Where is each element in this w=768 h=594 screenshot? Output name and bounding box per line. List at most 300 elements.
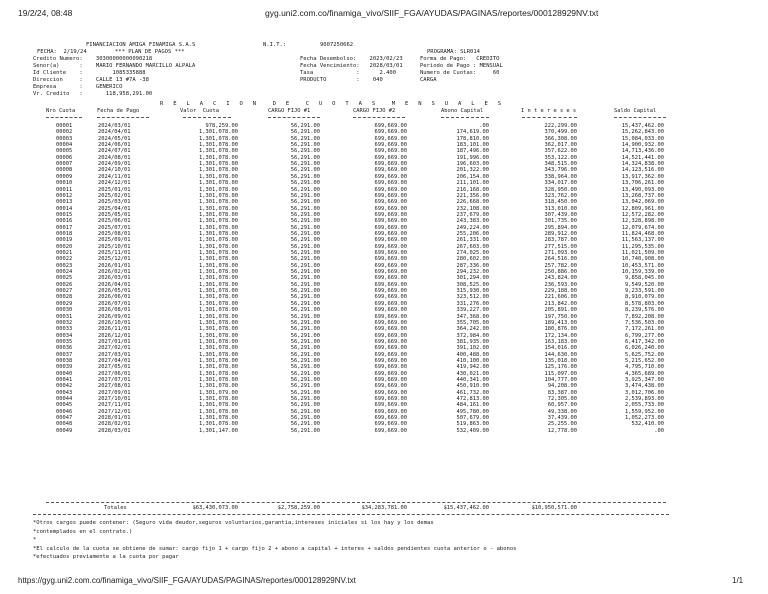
cell-saldo-capital: 10,453,571.00 — [621, 262, 664, 269]
cell-intereses: 307,439.00 — [544, 211, 577, 218]
cell-abono-capital: 519,863.00 — [456, 421, 489, 428]
cell-saldo-capital: 14,713,436.00 — [621, 148, 664, 155]
cell-valor-cuota: 1,301,078.00 — [199, 142, 238, 149]
cell-cargo-fijo-1: 56,291.00 — [290, 148, 320, 155]
cell-valor-cuota: 1,301,078.00 — [199, 167, 238, 174]
cell-valor-cuota: 1,301,078.00 — [199, 262, 238, 269]
cell-cargo-fijo-1: 56,291.00 — [290, 218, 320, 225]
cell-cargo-fijo-1: 56,291.00 — [290, 307, 320, 314]
cell-saldo-capital: 12,079,674.00 — [621, 224, 664, 231]
cell-nro-cuota: 00005 — [56, 148, 73, 155]
header-underline — [97, 117, 149, 118]
cell-nro-cuota: 00006 — [56, 154, 73, 161]
cell-fecha-pago: 2027/11/01 — [98, 402, 131, 409]
cell-nro-cuota: 00017 — [56, 224, 73, 231]
cell-nro-cuota: 00026 — [56, 281, 73, 288]
cell-intereses: 197,750.00 — [544, 313, 577, 320]
cell-cargo-fijo-1: 56,291.00 — [290, 288, 320, 295]
cell-saldo-capital: 8,239,576.00 — [625, 307, 664, 314]
cell-abono-capital: 237,679.00 — [456, 211, 489, 218]
cell-nro-cuota: 00023 — [56, 262, 73, 269]
cell-intereses: 271,093.00 — [544, 250, 577, 256]
cell-intereses: 313,010.00 — [544, 205, 577, 212]
cell-abono-capital: 280,602.00 — [456, 256, 489, 263]
plan-title: *** PLAN DE PAGOS *** — [115, 49, 185, 55]
cell-valor-cuota: 1,301,078.00 — [199, 243, 238, 250]
cell-intereses: 83,387.00 — [547, 389, 577, 396]
cell-cargo-fijo-2: 699,669.00 — [374, 123, 407, 129]
cell-saldo-capital: 5,215,652.00 — [625, 357, 664, 364]
cell-abono-capital: 419,942.00 — [456, 364, 489, 371]
cell-saldo-capital: 4,365,689.00 — [625, 370, 664, 377]
cell-nro-cuota: 00018 — [56, 230, 73, 237]
info-line: Vr. Credito : 118,958,291.00 — [33, 91, 153, 97]
cell-nro-cuota: 00032 — [56, 319, 73, 326]
cell-cargo-fijo-2: 699,669.00 — [374, 370, 407, 377]
cell-cargo-fijo-2: 699,669.00 — [374, 262, 407, 269]
cell-fecha-pago: 2026/07/01 — [98, 300, 131, 307]
cell-abono-capital: 372,984.00 — [456, 332, 489, 339]
cell-nro-cuota: 00009 — [56, 173, 73, 180]
cell-cargo-fijo-1: 56,291.00 — [290, 396, 320, 403]
cell-abono-capital: 196,603.00 — [456, 161, 489, 168]
cell-cargo-fijo-2: 699,669.00 — [374, 300, 407, 307]
cell-cargo-fijo-1: 56,291.00 — [290, 427, 320, 434]
cell-cargo-fijo-2: 699,669.00 — [374, 167, 407, 174]
cell-saldo-capital: 14,123,516.00 — [621, 167, 664, 174]
cell-cargo-fijo-2: 699,669.00 — [374, 408, 407, 415]
column-header: CARGO FIJO #2 — [353, 108, 396, 114]
cell-fecha-pago: 2027/10/01 — [98, 396, 131, 403]
cell-cargo-fijo-2: 699,669.00 — [374, 154, 407, 161]
cell-fecha-pago: 2025/05/01 — [98, 211, 131, 218]
cell-valor-cuota: 1,301,078.00 — [199, 351, 238, 358]
column-header: Nro Cuota — [46, 108, 76, 114]
cell-saldo-capital: 3,474,438.00 — [625, 383, 664, 390]
cell-fecha-pago: 2027/02/01 — [98, 345, 131, 352]
cell-intereses: 125,176.00 — [544, 364, 577, 371]
cell-cargo-fijo-2: 699,669.00 — [374, 326, 407, 333]
info-line: Numero de Cuotas: 60 — [420, 70, 500, 76]
cell-cargo-fijo-1: 56,291.00 — [290, 250, 320, 256]
cell-cargo-fijo-2: 699,669.00 — [374, 307, 407, 314]
cell-valor-cuota: 1,301,079.00 — [199, 389, 238, 396]
cell-intereses: 289,912.00 — [544, 230, 577, 237]
cell-cargo-fijo-2: 699,669.00 — [374, 243, 407, 250]
cell-abono-capital: 206,154.00 — [456, 173, 489, 180]
cell-intereses: 94,208.00 — [547, 383, 577, 390]
cell-nro-cuota: 00027 — [56, 288, 73, 295]
cell-valor-cuota: 1,301,078.00 — [199, 161, 238, 168]
cell-fecha-pago: 2026/02/01 — [98, 269, 131, 276]
cell-abono-capital: .00 — [479, 123, 489, 129]
cell-cargo-fijo-2: 699,669.00 — [374, 383, 407, 390]
cell-valor-cuota: 1,301,078.00 — [199, 294, 238, 301]
cell-saldo-capital: 12,328,898.00 — [621, 218, 664, 225]
cell-fecha-pago: 2025/07/01 — [98, 224, 131, 231]
cell-intereses: 318,450.00 — [544, 199, 577, 206]
cell-nro-cuota: 00031 — [56, 313, 73, 320]
cell-fecha-pago: 2027/08/01 — [98, 383, 131, 390]
cell-cargo-fijo-2: 699,669.00 — [374, 237, 407, 244]
cell-saldo-capital: 13,268,737.00 — [621, 192, 664, 199]
cell-nro-cuota: 00020 — [56, 243, 73, 250]
cell-saldo-capital: 11,021,509.00 — [621, 250, 664, 256]
cell-abono-capital: 484,161.00 — [456, 402, 489, 409]
cell-nro-cuota: 00022 — [56, 256, 73, 263]
cell-cargo-fijo-1: 56,291.00 — [290, 275, 320, 282]
cell-saldo-capital: 6,799,277.00 — [625, 332, 664, 339]
cell-intereses: 334,017.00 — [544, 180, 577, 187]
cell-nro-cuota: 00024 — [56, 269, 73, 276]
cell-cargo-fijo-1: 56,291.00 — [290, 389, 320, 396]
cell-cargo-fijo-1: 56,291.00 — [290, 230, 320, 237]
cell-fecha-pago: 2025/08/01 — [98, 230, 131, 237]
cell-nro-cuota: 00043 — [56, 389, 73, 396]
cell-abono-capital: 430,021.00 — [456, 370, 489, 377]
cell-fecha-pago: 2026/12/01 — [98, 332, 131, 339]
cell-cargo-fijo-2: 699,669.00 — [374, 192, 407, 199]
cell-intereses: 343,796.00 — [544, 167, 577, 174]
cell-valor-cuota: 1,301,078.00 — [199, 154, 238, 161]
cell-cargo-fijo-2: 699,669.00 — [374, 269, 407, 276]
cell-intereses: 229,188.00 — [544, 288, 577, 295]
cell-abono-capital: 315,930.00 — [456, 288, 489, 295]
cell-cargo-fijo-2: 699,669.00 — [374, 180, 407, 187]
cell-valor-cuota: 1,301,078.00 — [199, 230, 238, 237]
cell-intereses: 180,876.00 — [544, 326, 577, 333]
cell-cargo-fijo-2: 699,669.00 — [374, 224, 407, 231]
cell-nro-cuota: 00013 — [56, 199, 73, 206]
cell-intereses: 154,016.00 — [544, 345, 577, 352]
cell-cargo-fijo-1: 56,291.00 — [290, 237, 320, 244]
cell-intereses: 236,593.00 — [544, 281, 577, 288]
cell-valor-cuota: 1,301,078.00 — [199, 199, 238, 206]
cell-intereses: 301,735.00 — [544, 218, 577, 225]
cell-fecha-pago: 2026/11/01 — [98, 326, 131, 333]
cell-intereses: 243,824.00 — [544, 275, 577, 282]
column-header: Abono Capital — [441, 108, 484, 114]
cell-valor-cuota: 1,301,078.00 — [199, 370, 238, 377]
cell-cargo-fijo-1: 56,291.00 — [290, 135, 320, 142]
cell-valor-cuota: 1,301,078.00 — [199, 307, 238, 314]
info-line: Fecha Vencimiento: 2028/03/01 — [300, 63, 403, 69]
cell-nro-cuota: 00010 — [56, 180, 73, 187]
column-header: Saldo Capital — [614, 108, 657, 114]
cell-intereses: 221,606.00 — [544, 294, 577, 301]
cell-nro-cuota: 00047 — [56, 415, 73, 422]
cell-fecha-pago: 2024/11/01 — [98, 173, 131, 180]
cell-nro-cuota: 00045 — [56, 402, 73, 409]
cell-abono-capital: 274,025.00 — [456, 250, 489, 256]
cell-intereses: 115,097.00 — [544, 370, 577, 377]
cell-saldo-capital: 8,910,079.00 — [625, 294, 664, 301]
cell-nro-cuota: 00036 — [56, 345, 73, 352]
cell-abono-capital: 226,668.00 — [456, 199, 489, 206]
cell-fecha-pago: 2026/01/01 — [98, 262, 131, 269]
cell-abono-capital: 507,679.00 — [456, 415, 489, 422]
cell-abono-capital: 232,108.00 — [456, 205, 489, 212]
print-page-count: 1/1 — [732, 576, 744, 585]
cell-cargo-fijo-1: 56,291.00 — [290, 421, 320, 428]
cell-saldo-capital: 7,892,208.00 — [625, 313, 664, 320]
cell-nro-cuota: 00038 — [56, 357, 73, 364]
cell-saldo-capital: 14,324,838.00 — [621, 161, 664, 168]
cell-cargo-fijo-1: 56,291.00 — [290, 377, 320, 383]
cell-valor-cuota: 1,301,078.00 — [199, 332, 238, 339]
table-row — [0, 428, 768, 434]
cell-saldo-capital: 9,549,520.00 — [625, 281, 664, 288]
cell-cargo-fijo-1: 56,291.00 — [290, 345, 320, 352]
credit-terms — [300, 56, 403, 84]
print-footer-url: https://gyg.uni2.com.co/finamiga_vivo/SIIF_FGA/AYUDAS/PAGINAS/reportes/000128929NV.txt — [18, 576, 356, 585]
cell-fecha-pago: 2026/10/01 — [98, 319, 131, 326]
cell-intereses: 323,762.00 — [544, 192, 577, 199]
cell-saldo-capital: 13,706,261.00 — [621, 180, 664, 187]
program-code: PROGRAMA: SLR014 — [427, 49, 480, 55]
cell-intereses: 328,950.00 — [544, 186, 577, 193]
cell-cargo-fijo-2: 699,669.00 — [374, 288, 407, 295]
cell-nro-cuota: 00029 — [56, 300, 73, 307]
totals-label: Totales — [104, 505, 127, 511]
cell-intereses: 357,622.00 — [544, 148, 577, 155]
cell-fecha-pago: 2027/09/01 — [98, 389, 131, 396]
cell-fecha-pago: 2025/12/01 — [98, 256, 131, 263]
cell-cargo-fijo-2: 699,669.00 — [374, 281, 407, 288]
cell-nro-cuota: 00004 — [56, 142, 73, 149]
cell-valor-cuota: 1,301,078.00 — [199, 313, 238, 320]
report-date: FECHA: 2/19/24 — [37, 49, 87, 55]
cell-cargo-fijo-1: 56,291.00 — [290, 338, 320, 345]
cell-fecha-pago: 2026/03/01 — [98, 275, 131, 282]
cell-cargo-fijo-2: 699,669.00 — [374, 205, 407, 212]
cell-fecha-pago: 2028/01/01 — [98, 415, 131, 422]
total-cargo-fijo-2: $34,283,781.00 — [361, 505, 407, 511]
cell-intereses: 25,255.00 — [547, 421, 577, 428]
header-underline — [522, 117, 577, 118]
cell-fecha-pago: 2025/03/01 — [98, 199, 131, 206]
info-line: Forma de Pago: CREDITO — [420, 56, 500, 62]
cell-abono-capital: 243,383.00 — [456, 218, 489, 225]
column-header: Fecha de Pago — [97, 108, 140, 114]
cell-valor-cuota: 1,301,078.00 — [199, 300, 238, 307]
header-underline — [46, 117, 82, 118]
cell-fecha-pago: 2025/09/01 — [98, 237, 131, 244]
info-line: Credito Numero: 30300000000090218 — [33, 56, 153, 62]
cell-valor-cuota: 1,301,078.00 — [199, 338, 238, 345]
cell-saldo-capital: 3,012,706.00 — [625, 389, 664, 396]
cell-fecha-pago: 2024/07/01 — [98, 148, 131, 155]
cell-fecha-pago: 2028/03/01 — [98, 427, 131, 434]
cell-intereses: 295,894.00 — [544, 224, 577, 231]
cell-nro-cuota: 00046 — [56, 408, 73, 415]
print-datetime: 19/2/24, 08:48 — [18, 8, 73, 18]
company-name: FINANCIACION AMIGA FINAMIGA S.A.S — [86, 42, 196, 48]
cell-cargo-fijo-2: 699,669.00 — [374, 364, 407, 371]
cell-cargo-fijo-1: 56,291.00 — [290, 262, 320, 269]
cell-cargo-fijo-2: 699,669.00 — [374, 218, 407, 225]
cell-valor-cuota: 1,301,078.00 — [199, 415, 238, 422]
cell-cargo-fijo-2: 699,669.00 — [374, 129, 407, 136]
header-underline — [353, 117, 405, 118]
cell-abono-capital: 211,101.00 — [456, 180, 489, 187]
cell-fecha-pago: 2028/02/01 — [98, 421, 131, 428]
cell-nro-cuota: 00037 — [56, 351, 73, 358]
cell-cargo-fijo-2: 699,669.00 — [374, 319, 407, 326]
cell-valor-cuota: 1,301,078.00 — [199, 364, 238, 371]
info-line: Tasa : 2.400 — [300, 70, 397, 76]
cell-abono-capital: 331,276.00 — [456, 300, 489, 307]
cell-intereses: 264,516.00 — [544, 256, 577, 263]
cell-saldo-capital: 15,437,462.00 — [621, 123, 664, 129]
cell-saldo-capital: 7,172,261.00 — [625, 326, 664, 333]
cell-cargo-fijo-1: 56,291.00 — [290, 370, 320, 377]
cell-abono-capital: 267,603.00 — [456, 243, 489, 250]
cell-fecha-pago: 2027/07/01 — [98, 377, 131, 383]
cell-nro-cuota: 00042 — [56, 383, 73, 390]
cell-fecha-pago: 2025/01/01 — [98, 186, 131, 193]
cell-saldo-capital: 6,417,342.00 — [625, 338, 664, 345]
cell-intereses: 353,122.00 — [544, 154, 577, 161]
cell-cargo-fijo-1: 56,291.00 — [290, 142, 320, 149]
info-line: Empresa : GENERICO — [33, 84, 123, 90]
cell-valor-cuota: 1,301,078.00 — [199, 421, 238, 428]
cell-cargo-fijo-1: 56,291.00 — [290, 269, 320, 276]
cell-cargo-fijo-2: 699,669.00 — [374, 161, 407, 168]
cell-nro-cuota: 00048 — [56, 421, 73, 428]
total-cargo-fijo-1: $2,758,259.00 — [277, 505, 320, 511]
cell-cargo-fijo-1: 56,291.00 — [290, 357, 320, 364]
cell-fecha-pago: 2027/06/01 — [98, 370, 131, 377]
cell-valor-cuota: 1,301,078.00 — [199, 224, 238, 231]
cell-saldo-capital: 11,824,468.00 — [621, 230, 664, 237]
cell-nro-cuota: 00015 — [56, 211, 73, 218]
cell-intereses: 163,183.00 — [544, 338, 577, 345]
cell-abono-capital: 249,224.00 — [456, 224, 489, 231]
cell-intereses: 72,305.00 — [547, 396, 577, 403]
cell-abono-capital: 495,780.00 — [456, 408, 489, 415]
cell-saldo-capital: 12,572,282.00 — [621, 211, 664, 218]
cell-cargo-fijo-1: 56,291.00 — [290, 300, 320, 307]
cell-nro-cuota: 00003 — [56, 135, 73, 142]
cell-cargo-fijo-1: 56,291.00 — [290, 408, 320, 415]
cell-cargo-fijo-1: 56,291.00 — [290, 211, 320, 218]
column-header: I n t e r e s e s — [521, 108, 577, 114]
cell-cargo-fijo-2: 699,669.00 — [374, 186, 407, 193]
cell-fecha-pago: 2024/10/01 — [98, 167, 131, 174]
cell-cargo-fijo-2: 699,669.00 — [374, 402, 407, 409]
cell-abono-capital: 191,996.00 — [456, 154, 489, 161]
cell-fecha-pago: 2025/02/01 — [98, 192, 131, 199]
cell-saldo-capital: 13,917,362.00 — [621, 173, 664, 180]
cell-nro-cuota: 00035 — [56, 338, 73, 345]
cell-fecha-pago: 2025/11/01 — [98, 250, 131, 256]
nit-label: N.I.T.: — [263, 42, 287, 48]
cell-nro-cuota: 00040 — [56, 370, 73, 377]
cell-cargo-fijo-2: 699,669.00 — [374, 135, 407, 142]
cell-intereses: 338,964.00 — [544, 173, 577, 180]
cell-cargo-fijo-2: 699,669.00 — [374, 338, 407, 345]
cell-valor-cuota: 1,301,078.00 — [199, 173, 238, 180]
note-line: *contemplados en el contrato.) — [33, 528, 133, 535]
cell-cargo-fijo-1: 56,291.00 — [290, 243, 320, 250]
cell-intereses: 348,515.00 — [544, 161, 577, 168]
header-underline — [441, 117, 489, 118]
header-underline — [614, 117, 666, 118]
cell-saldo-capital: 1,052,273.00 — [625, 415, 664, 422]
cell-nro-cuota: 00028 — [56, 294, 73, 301]
cell-cargo-fijo-2: 699,669.00 — [374, 345, 407, 352]
cell-valor-cuota: 1,301,078.00 — [199, 250, 238, 256]
cell-saldo-capital: 8,578,803.00 — [625, 300, 664, 307]
cell-abono-capital: 391,102.00 — [456, 345, 489, 352]
cell-fecha-pago: 2026/09/01 — [98, 313, 131, 320]
cell-valor-cuota: 1,301,078.00 — [199, 135, 238, 142]
cell-intereses: 277,515.00 — [544, 243, 577, 250]
note-line: * — [33, 537, 37, 543]
payment-terms — [420, 56, 503, 84]
cell-valor-cuota: 1,301,147.00 — [199, 427, 238, 434]
cell-intereses: 362,017.00 — [544, 142, 577, 149]
cell-cargo-fijo-1: 56,291.00 — [290, 161, 320, 168]
cell-nro-cuota: 00016 — [56, 218, 73, 225]
cell-saldo-capital: 2,055,733.00 — [625, 402, 664, 409]
cell-saldo-capital: 12,809,961.00 — [621, 205, 664, 212]
cell-valor-cuota: 1,301,078.00 — [199, 129, 238, 136]
cell-abono-capital: 364,242.00 — [456, 326, 489, 333]
cell-cargo-fijo-2: 699,669.00 — [374, 148, 407, 155]
cell-abono-capital: 440,341.00 — [456, 377, 489, 383]
cell-saldo-capital: 3,925,347.00 — [625, 377, 664, 383]
cell-fecha-pago: 2027/01/01 — [98, 338, 131, 345]
cell-valor-cuota: 1,301,078.00 — [199, 148, 238, 155]
cell-cargo-fijo-2: 699,669.00 — [374, 389, 407, 396]
cell-cargo-fijo-2: 699,669.00 — [374, 294, 407, 301]
cell-cargo-fijo-2: 699,669.00 — [374, 230, 407, 237]
cell-valor-cuota: 978,259.00 — [205, 123, 238, 129]
note-line: *efectuados previamente a la cuota por pagar — [33, 554, 179, 560]
cell-intereses: 60,957.00 — [547, 402, 577, 409]
cell-abono-capital: 178,810.00 — [456, 135, 489, 142]
cell-cargo-fijo-2: 699,669.00 — [374, 357, 407, 364]
cell-abono-capital: 261,331.00 — [456, 237, 489, 244]
cell-intereses: 144,630.00 — [544, 351, 577, 358]
cell-cargo-fijo-1: 56,291.00 — [290, 383, 320, 390]
cell-cargo-fijo-1: 56,291.00 — [290, 415, 320, 422]
cell-intereses: 257,782.00 — [544, 262, 577, 269]
cell-nro-cuota: 00033 — [56, 326, 73, 333]
cell-fecha-pago: 2027/12/01 — [98, 408, 131, 415]
cell-cargo-fijo-1: 56,291.00 — [290, 167, 320, 174]
cell-nro-cuota: 00039 — [56, 364, 73, 371]
note-line: *El calculo de la cuota se obtiene de sumar: cargo fijo 1 + cargo fijo 2 + abono a capital + interes + saldos pendientes cuota anterior o - abonos — [33, 545, 517, 552]
cell-cargo-fijo-2: 699,669.00 — [374, 256, 407, 263]
cell-cargo-fijo-1: 56,291.00 — [290, 129, 320, 136]
cell-valor-cuota: 1,301,078.00 — [199, 319, 238, 326]
cell-cargo-fijo-1: 56,291.00 — [290, 281, 320, 288]
cell-cargo-fijo-1: 56,291.00 — [290, 402, 320, 409]
cell-cargo-fijo-1: 56,291.00 — [290, 224, 320, 231]
nit-value: 9007250662 — [320, 42, 354, 48]
cell-intereses: 104,777.00 — [544, 377, 577, 383]
cell-cargo-fijo-2: 699,669.00 — [374, 199, 407, 206]
cell-cargo-fijo-1: 56,291.00 — [290, 180, 320, 187]
cell-cargo-fijo-2: 699,669.00 — [374, 250, 407, 256]
cell-fecha-pago: 2024/03/01 — [98, 123, 131, 129]
cell-cargo-fijo-2: 699,669.00 — [374, 173, 407, 180]
cell-intereses: 366,308.00 — [544, 135, 577, 142]
cell-cargo-fijo-2: 699,669.00 — [374, 332, 407, 339]
